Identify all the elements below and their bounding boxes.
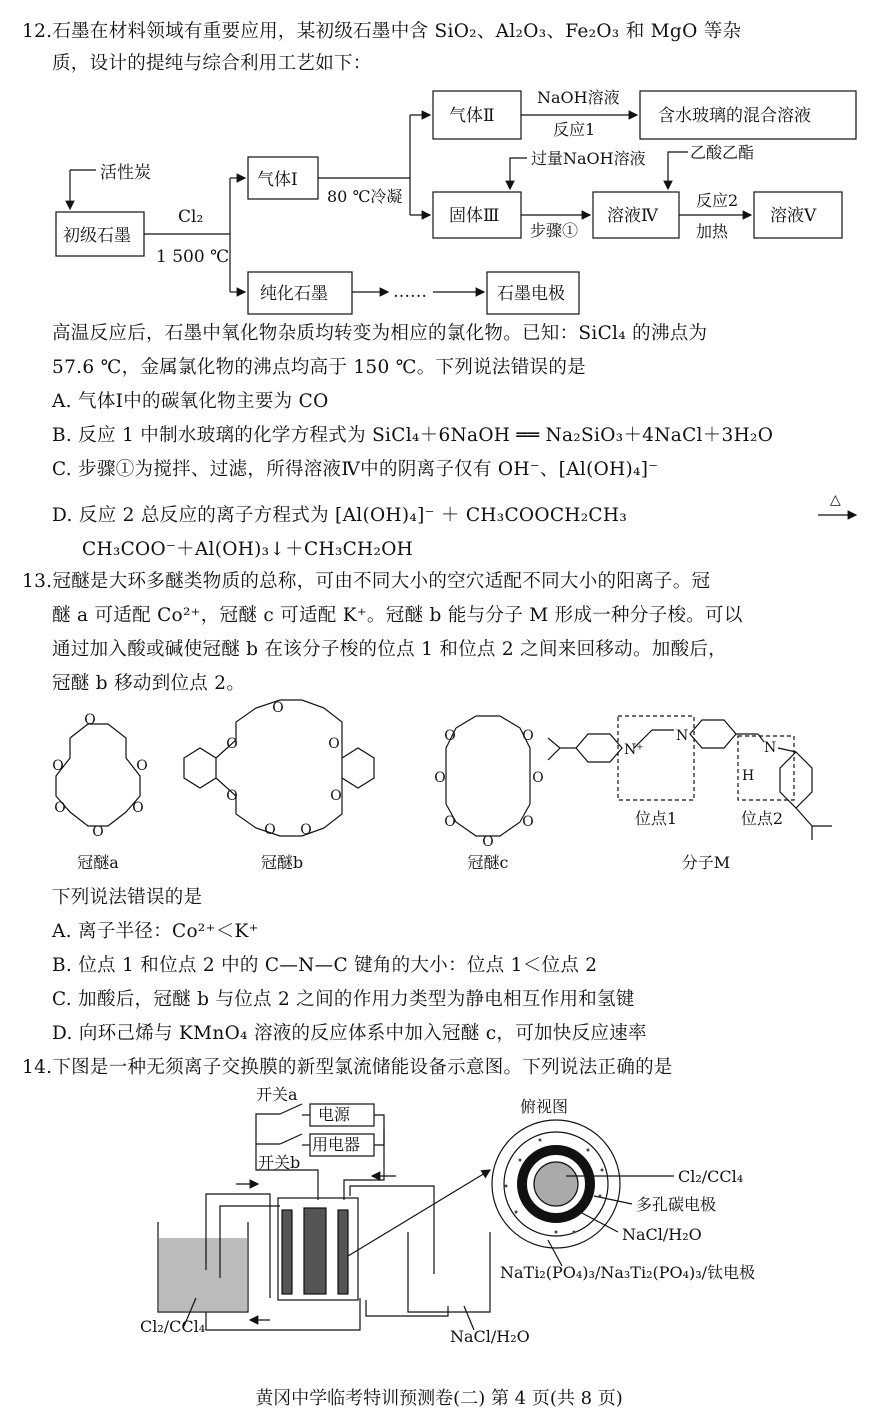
crown-c-o: O <box>482 834 494 850</box>
label-gas2: 气体Ⅱ <box>449 106 495 126</box>
label-step1: 步骤① <box>530 221 579 240</box>
label-electrode: 石墨电极 <box>497 284 565 304</box>
label-molecule-m: 分子M <box>681 853 731 872</box>
label-site1: 位点1 <box>634 809 678 828</box>
crown-c-o: O <box>522 728 534 744</box>
crown-a-o: O <box>84 712 96 728</box>
crown-b-o: O <box>328 736 340 752</box>
label-reaction2: 反应2 <box>696 191 739 210</box>
label-water-glass: 含水玻璃的混合溶液 <box>658 106 811 126</box>
label-cl2: Cl₂ <box>178 207 204 227</box>
label-naoh: NaOH溶液 <box>537 88 620 107</box>
q12-stem-line1: 12.石墨在材料领域有重要应用，某初级石墨中含 SiO₂、Al₂O₃、Fe₂O₃ 和 MgO 等杂 <box>22 21 742 42</box>
q12-stem-line2: 质，设计的提纯与综合利用工艺如下： <box>52 53 372 74</box>
q13-ask: 下列说法错误的是 <box>52 887 203 908</box>
molecule-m-h: H <box>742 768 755 784</box>
label-power: 电源 <box>318 1105 351 1124</box>
label-ethyl-acetate: 乙酸乙酯 <box>690 143 755 162</box>
label-appliance: 用电器 <box>312 1135 361 1154</box>
label-crown-c: 冠醚c <box>467 853 509 872</box>
label-activated-carbon: 活性炭 <box>100 163 151 183</box>
label-dots: …… <box>393 282 427 302</box>
crown-b-o: O <box>264 822 276 838</box>
q13-option-a: A. 离子半径：Co²⁺＜K⁺ <box>52 921 259 942</box>
label-left-tank: Cl₂/CCl₄ <box>140 1317 206 1336</box>
label-solution4: 溶液Ⅳ <box>607 206 658 226</box>
label-heat: 加热 <box>696 222 729 241</box>
q13-option-d: D. 向环己烯与 KMnO₄ 溶液的反应体系中加入冠醚 c，可加快反应速率 <box>52 1023 647 1044</box>
label-nacl-top: NaCl/H₂O <box>622 1225 702 1244</box>
q12-info-line1: 高温反应后，石墨中氧化物杂质均转变为相应的氯化物。已知：SiCl₄ 的沸点为 <box>52 323 708 344</box>
label-crude-graphite: 初级石墨 <box>63 226 131 246</box>
crown-c-o: O <box>444 814 456 830</box>
crown-c-o: O <box>444 728 456 744</box>
crown-c-o: O <box>532 770 544 786</box>
q12-option-c: C. 步骤①为搅拌、过滤，所得溶液Ⅳ中的阴离子仅有 OH⁻、[Al(OH)₄]⁻ <box>52 459 659 480</box>
q12-option-d-line2: CH₃COO⁻＋Al(OH)₃↓＋CH₃CH₂OH <box>82 539 414 560</box>
crown-b-o: O <box>226 788 238 804</box>
crown-b-o: O <box>226 736 238 752</box>
molecule-m-n: N <box>676 728 689 744</box>
label-reaction1: 反应1 <box>553 120 596 139</box>
label-solid3: 固体Ⅲ <box>449 206 500 226</box>
crown-b-o: O <box>300 822 312 838</box>
q12-option-a: A. 气体Ⅰ中的碳氧化物主要为 CO <box>52 391 329 412</box>
label-temp: 1 500 ℃ <box>156 247 230 267</box>
molecule-m-nplus: N⁺ <box>624 742 644 758</box>
molecule-m-n2: N <box>764 740 777 756</box>
label-cl2-ccl4-top: Cl₂/CCl₄ <box>678 1167 744 1186</box>
q13-stem-line1: 13.冠醚是大环多醚类物质的总称，可由不同大小的空穴适配不同大小的阳离子。冠 <box>22 571 711 592</box>
label-gas1: 气体Ⅰ <box>257 170 298 190</box>
q13-stem-line4: 冠醚 b 移动到位点 2。 <box>52 673 246 694</box>
q13-stem-line3: 通过加入酸或碱使冠醚 b 在该分子梭的位点 1 和位点 2 之间来回移动。加酸后， <box>52 639 727 660</box>
crown-a-o: O <box>52 758 64 774</box>
label-porous-carbon: 多孔碳电极 <box>636 1195 717 1214</box>
label-pure-graphite: 纯化石墨 <box>260 284 328 304</box>
label-top-view: 俯视图 <box>520 1097 569 1116</box>
label-crown-a: 冠醚a <box>77 853 119 872</box>
q13-stem-line2: 醚 a 可适配 Co²⁺，冠醚 c 可适配 K⁺。冠醚 b 能与分子 M 形成一种分子梭。可以 <box>52 605 743 626</box>
crown-b-o: O <box>330 788 342 804</box>
label-site2: 位点2 <box>740 809 784 828</box>
label-nati-electrode: NaTi₂(PO₄)₃/Na₃Ti₂(PO₄)₃/钛电极 <box>500 1263 756 1282</box>
label-right-tank: NaCl/H₂O <box>450 1327 530 1346</box>
label-switch-b: 开关b <box>258 1153 301 1172</box>
q12-info-line2: 57.6 ℃，金属氯化物的沸点均高于 150 ℃。下列说法错误的是 <box>52 357 586 378</box>
label-condense: 80 ℃冷凝 <box>327 187 403 206</box>
q12-option-d-line1: D. 反应 2 总反应的离子方程式为 [Al(OH)₄]⁻ ＋ CH₃COOCH₂CH₃ <box>52 505 628 526</box>
q12-option-b: B. 反应 1 中制水玻璃的化学方程式为 SiCl₄＋6NaOH ══ Na₂SiO₃＋4NaCl＋3H₂O <box>52 425 774 446</box>
label-solution5: 溶液Ⅴ <box>770 206 817 226</box>
crown-a-o: O <box>92 824 104 840</box>
q13-option-c: C. 加酸后，冠醚 b 与位点 2 之间的作用力类型为静电相互作用和氢键 <box>52 989 635 1010</box>
crown-b-o: O <box>272 700 284 716</box>
label-crown-b: 冠醚b <box>260 853 304 872</box>
crown-a-o: O <box>132 800 144 816</box>
q12-delta: △ <box>830 492 842 508</box>
label-switch-a: 开关a <box>256 1085 298 1104</box>
q13-option-b: B. 位点 1 和位点 2 中的 C—N—C 键角的大小：位点 1＜位点 2 <box>52 955 598 976</box>
label-excess-naoh: 过量NaOH溶液 <box>531 149 646 168</box>
crown-c-o: O <box>434 770 446 786</box>
q14-stem: 14.下图是一种无须离子交换膜的新型氯流储能设备示意图。下列说法正确的是 <box>22 1057 673 1078</box>
crown-a-o: O <box>136 758 148 774</box>
page-footer: 黄冈中学临考特训预测卷(二) 第 4 页(共 8 页) <box>255 1388 623 1409</box>
crown-c-o: O <box>522 814 534 830</box>
crown-a-o: O <box>54 800 66 816</box>
